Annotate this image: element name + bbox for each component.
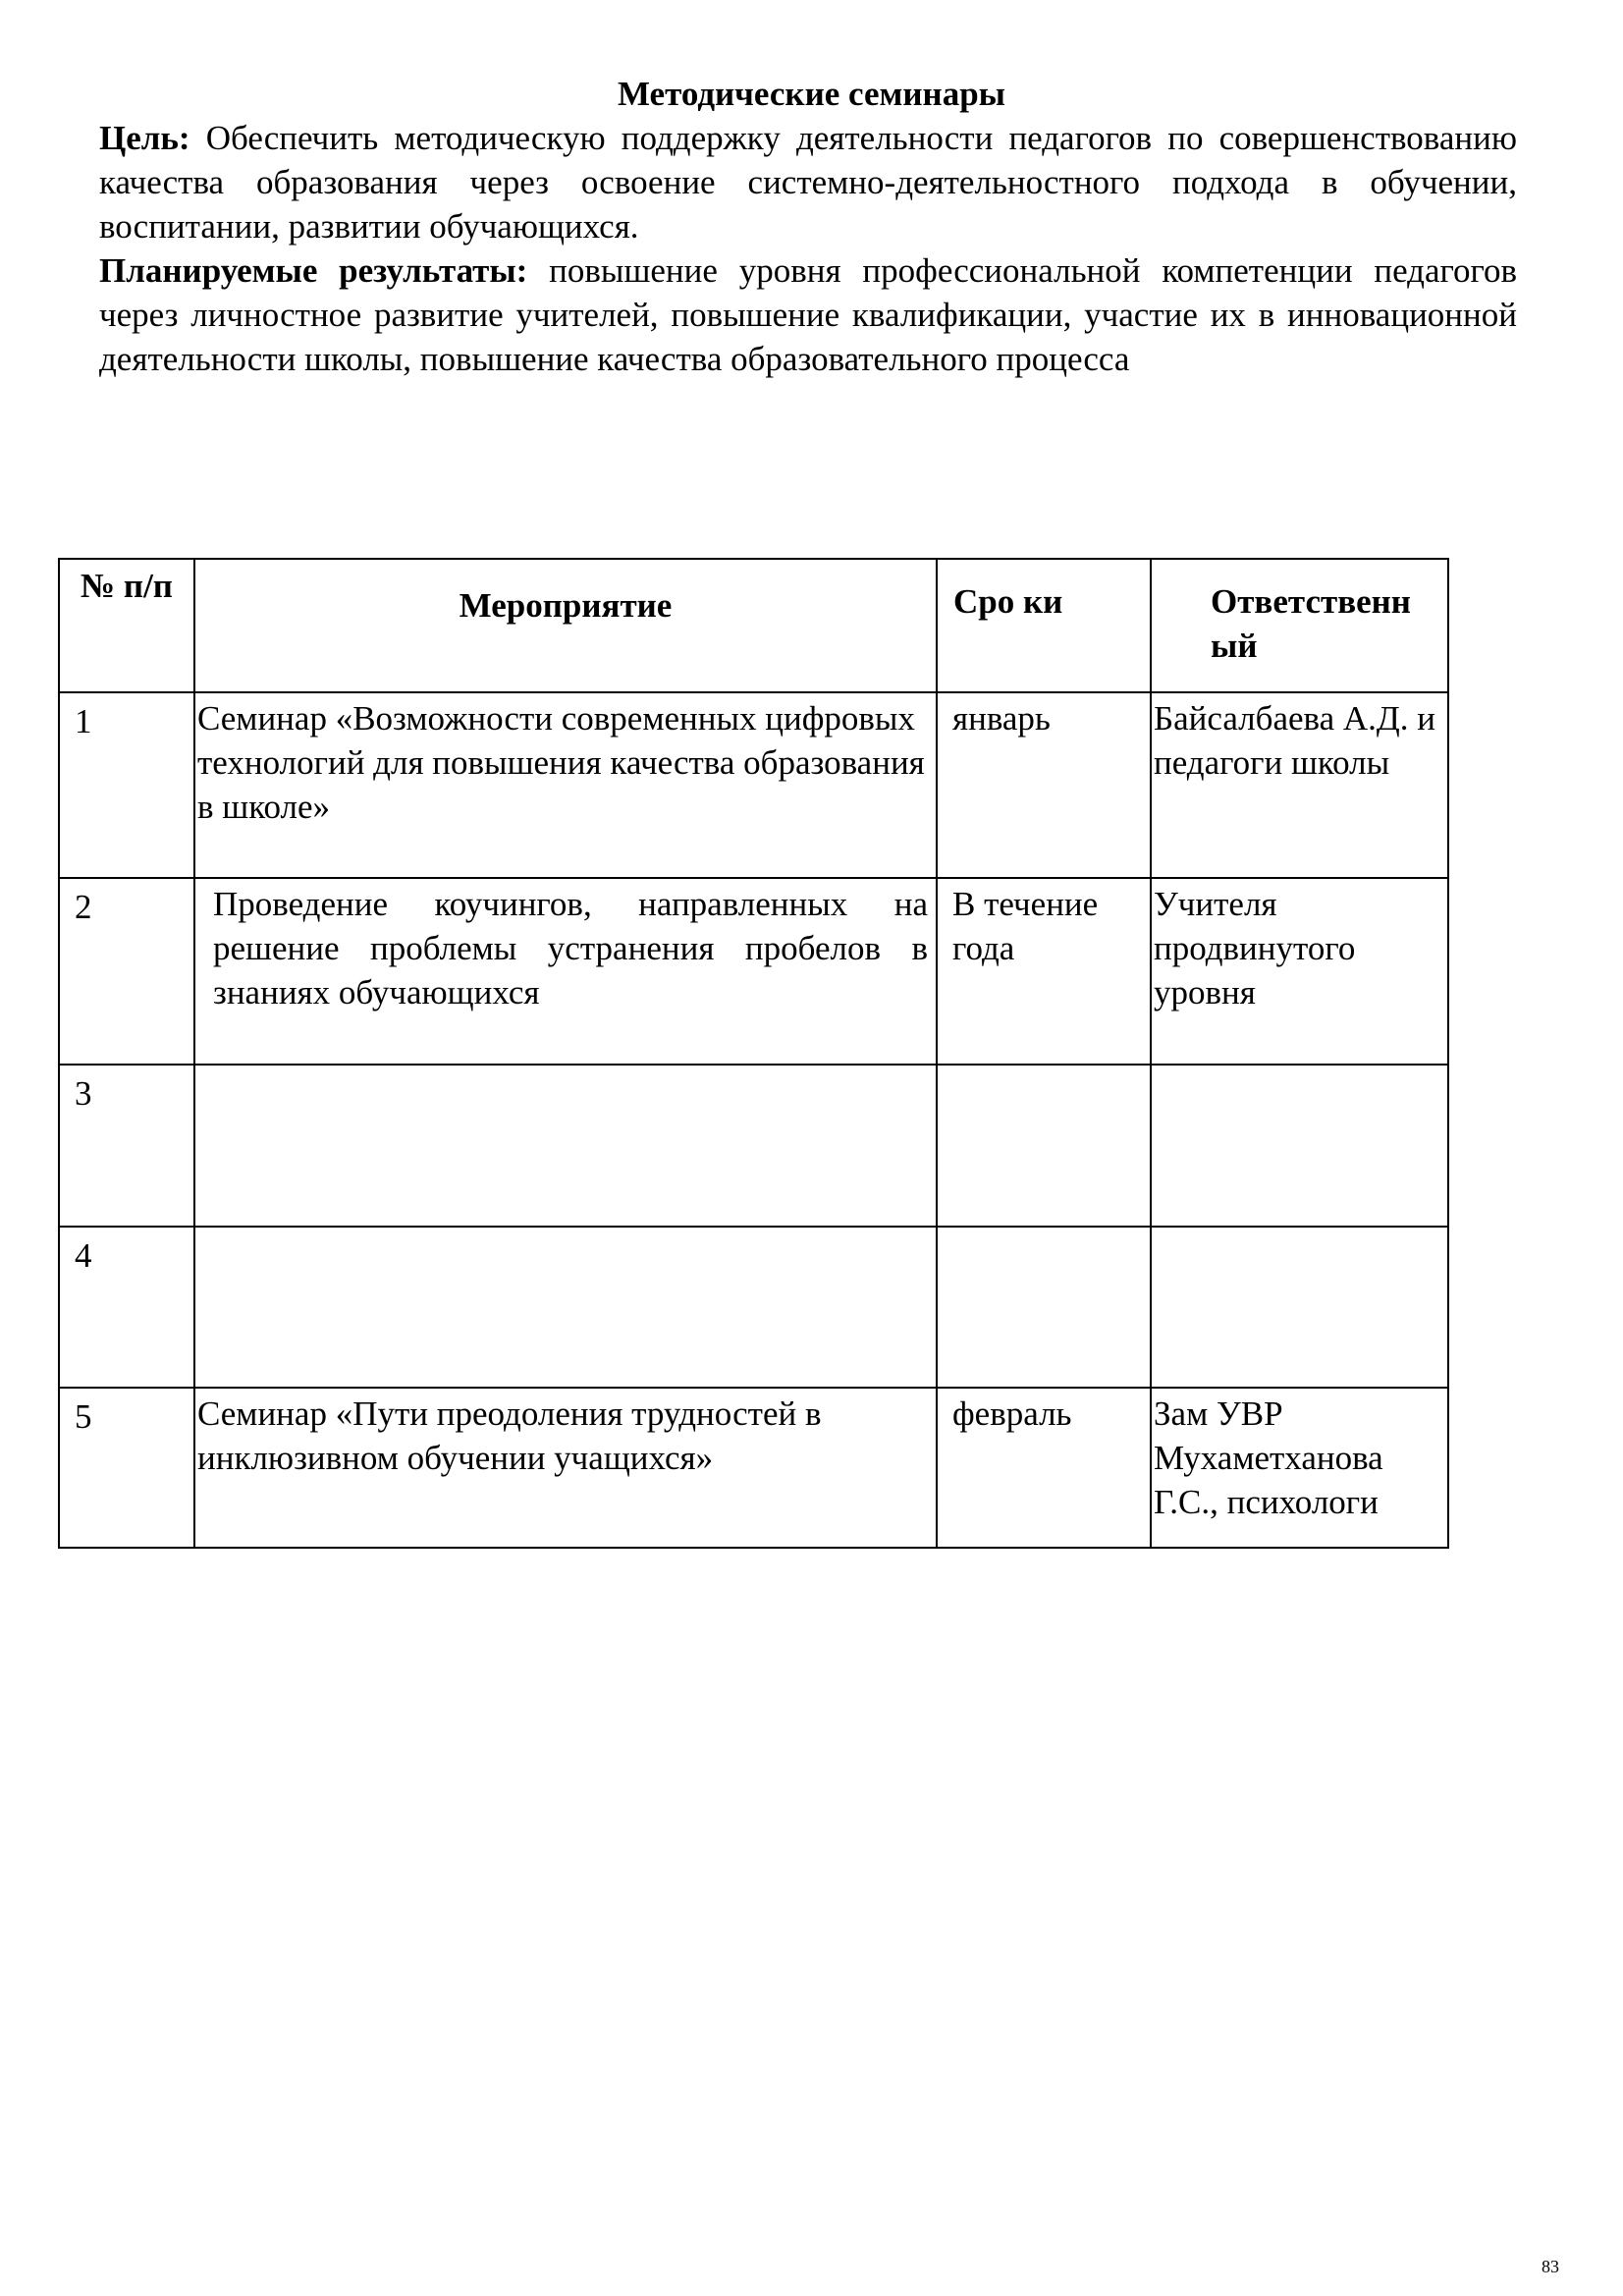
row-event: Семинар «Возможности современных цифровых технологий для повышения качества образования в школе»	[194, 692, 937, 878]
table-row	[59, 1227, 1448, 1388]
row-number: 3	[59, 1065, 194, 1227]
row-responsible	[1151, 1227, 1448, 1388]
row-term: январь	[937, 692, 1151, 878]
row-term: февраль	[937, 1388, 1151, 1548]
row-responsible: Учителя продвинутого уровня	[1151, 878, 1448, 1065]
row-number: 1	[59, 692, 194, 878]
table-row	[59, 1065, 1448, 1227]
results-label: Планируемые результаты:	[99, 251, 528, 290]
goal-paragraph	[99, 116, 1517, 248]
table-header-row	[59, 559, 1448, 692]
row-event	[194, 1065, 937, 1227]
table-row	[59, 878, 1448, 1065]
results-paragraph	[99, 248, 1517, 381]
table-row	[59, 692, 1448, 878]
row-number: 4	[59, 1227, 194, 1388]
header-responsible: Ответственн ый	[1151, 559, 1448, 692]
row-responsible: Зам УВР Мухаметханова Г.С., психологи	[1151, 1388, 1448, 1548]
row-event: Проведение коучингов, направленных на решение проблемы устранения пробелов в знаниях обучающихся	[194, 878, 937, 1065]
results-text: повышение уровня профессиональной компетенции педагогов через личностное развитие учителей, повышение квалификации, участие их в инновационной деятельности школы, повышение качества образовательного процесса	[99, 251, 1518, 378]
row-term	[937, 1065, 1151, 1227]
goal-text: Обеспечить методическую поддержку деятельности педагогов по совершенствованию качества образования через освоение системно-деятельностного подхода в обучении, воспитании, развитии обучающихся.	[99, 119, 1517, 246]
row-number: 5	[59, 1388, 194, 1548]
row-term	[937, 1227, 1151, 1388]
row-number: 2	[59, 878, 194, 1065]
page-title: Методические семинары	[617, 75, 1005, 113]
header-event: Мероприятие	[194, 559, 937, 692]
table-row	[59, 1388, 1448, 1548]
row-event: Семинар «Пути преодоления трудностей в инклюзивном обучении учащихся»	[194, 1388, 937, 1548]
row-term: В течение года	[937, 878, 1151, 1065]
page-number: 83	[1542, 2257, 1559, 2276]
header-term: Сро ки	[937, 559, 1151, 692]
row-responsible	[1151, 1065, 1448, 1227]
seminar-plan-table	[58, 558, 1449, 1549]
row-responsible: Байсалбаева А.Д. и педагоги школы	[1151, 692, 1448, 878]
row-event	[194, 1227, 937, 1388]
header-number: № п/п	[59, 559, 194, 692]
goal-label: Цель:	[99, 119, 190, 157]
